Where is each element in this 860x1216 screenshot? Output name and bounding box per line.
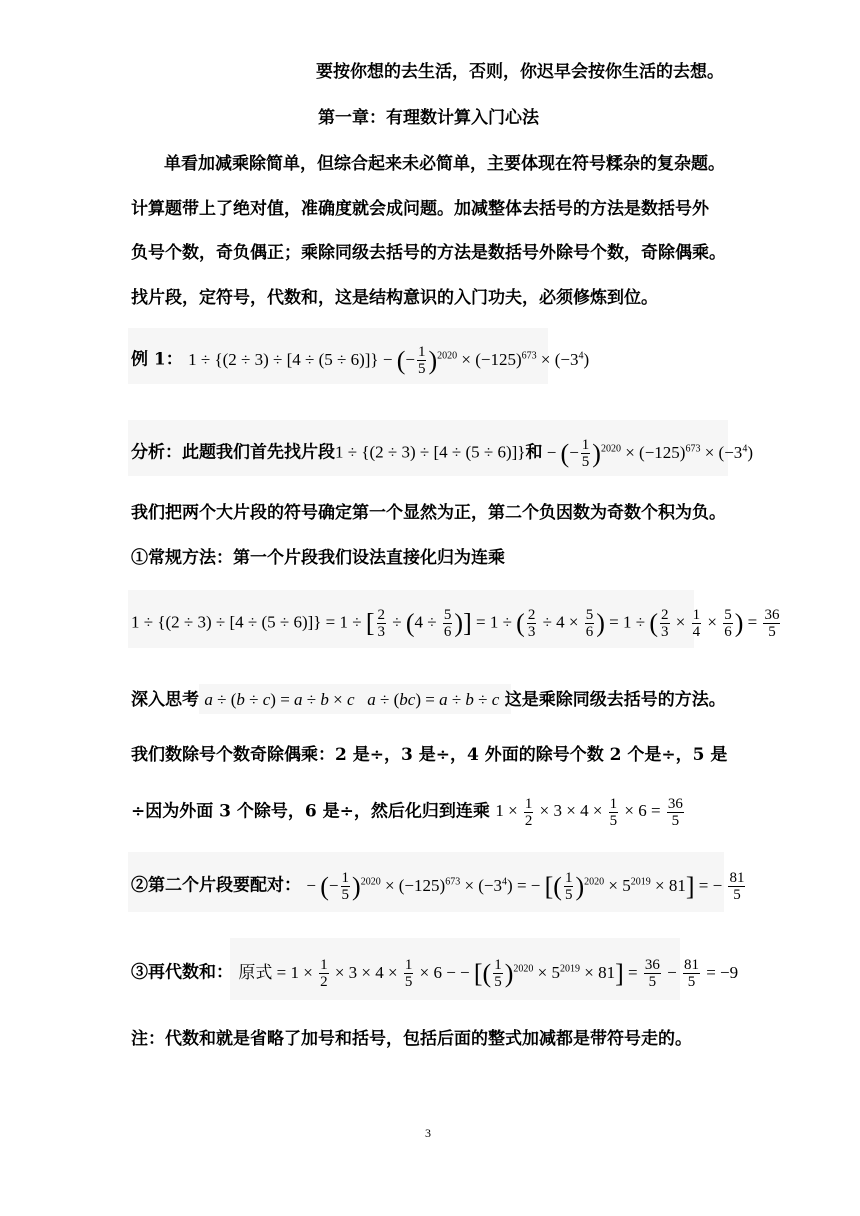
deep-label: 深入思考	[131, 690, 199, 710]
analysis-segment-2: − (− $\frac{1}{5}$ )$^{2020} \times (-125)^{673} \times (-3^4)$	[542, 437, 753, 471]
analysis-and: 和	[525, 442, 543, 463]
count-line-2-text: ÷因为外面 3 个除号，6 是÷，然后化归到连乘	[131, 801, 490, 822]
sum-expression: 原式 = 1 × $\frac{1}{2}$ × 3 × 4 × $\frac{1}{5}$ × 6 − − [( $\frac{1}{5}$ )$^{2020} \times 5^{2019} \times 81$] = $\frac{36}{5}$ − $\frac{81}{5}$ = −9	[238, 957, 739, 991]
count-line-2	[131, 796, 686, 829]
method-1: ①常规方法：第一个片段我们设法直接化归为连乘	[131, 548, 505, 568]
note: 注：代数和就是省略了加号和括号，包括后面的整式加减都是带符号走的。	[131, 1029, 692, 1049]
deep-thinking	[131, 688, 726, 712]
sign-text: 我们把两个大片段的符号确定第一个显然为正，第二个负因数为奇数个积为负。	[131, 503, 726, 523]
deep-formula: a ÷ (b ÷ c) = a ÷ b × c a ÷ (bc) = a ÷ b ÷ c	[204, 690, 500, 709]
analysis-label: 分析：此题我们首先找片段	[131, 442, 335, 463]
example-label: 例 1：	[131, 349, 183, 370]
deep-tail: 这是乘除同级去括号的方法。	[504, 690, 726, 710]
count-line-1: 我们数除号个数奇除偶乘：2 是÷，3 是÷，4 外面的除号个数 2 个是÷，5 是	[131, 745, 728, 765]
pairing-label: ②第二个片段要配对：	[131, 875, 301, 896]
pairing-expression: − (− $\frac{1}{5}$ )$^{2020} \times (-125)^{673} \times (-3^4)$ = − [( $\frac{1}{5}$ )$^{2020} \times 5^{2019} \times 81$] = − $\frac{81}{5}$	[306, 870, 745, 904]
intro-line-1: 单看加减乘除简单，但综合起来未必简单，主要体现在符号糅杂的复杂题。	[164, 154, 725, 174]
analysis-segment-1: 1 ÷ {(2 ÷ 3) ÷ [4 ÷ (5 ÷ 6)]}	[335, 442, 526, 462]
sum-label: ③再代数和：	[131, 962, 233, 983]
quote: 要按你想的去生活，否则，你迟早会按你生活的去想。	[316, 62, 724, 82]
method-1-expression: 1 ÷ {(2 ÷ 3) ÷ [4 ÷ (5 ÷ 6)]} = 1 ÷ [ $\frac{2}{3}$ ÷ (4 ÷ $\frac{5}{6}$ )] = 1 ÷ ( $\frac{2}{3}$ ÷ 4 × $\frac{5}{6}$ ) = 1 ÷ ( $\frac{2}{3}$ × $\frac{1}{4}$ × $\frac{5}{6}$ ) = $\frac{36}{5}$	[131, 607, 780, 640]
analysis	[131, 437, 753, 470]
page-number: 3	[425, 1126, 431, 1140]
example-expression: 1 ÷ {(2 ÷ 3) ÷ [4 ÷ (5 ÷ 6)]} − (− $\frac{1}{5}$ )$^{2020} \times (-125)^{673} \times (-3^4)$	[188, 344, 590, 378]
intro-line-3: 负号个数，奇负偶正；乘除同级去括号的方法是数括号外除号个数，奇除偶乘。	[131, 243, 726, 263]
chapter-title: 第一章：有理数计算入门心法	[318, 108, 539, 128]
algebraic-sum	[131, 957, 738, 990]
original-label: 原式	[238, 962, 273, 982]
example-1	[131, 344, 589, 377]
intro-line-2: 计算题带上了绝对值，准确度就会成问题。加减整体去括号的方法是数括号外	[131, 199, 709, 219]
intro-line-4: 找片段，定符号，代数和，这是结构意识的入门功夫，必须修炼到位。	[131, 288, 658, 308]
pairing	[131, 870, 747, 903]
count-product: 1 × $\frac{1}{2}$ × 3 × 4 × $\frac{1}{5}$ × 6 = $\frac{36}{5}$	[495, 796, 683, 829]
